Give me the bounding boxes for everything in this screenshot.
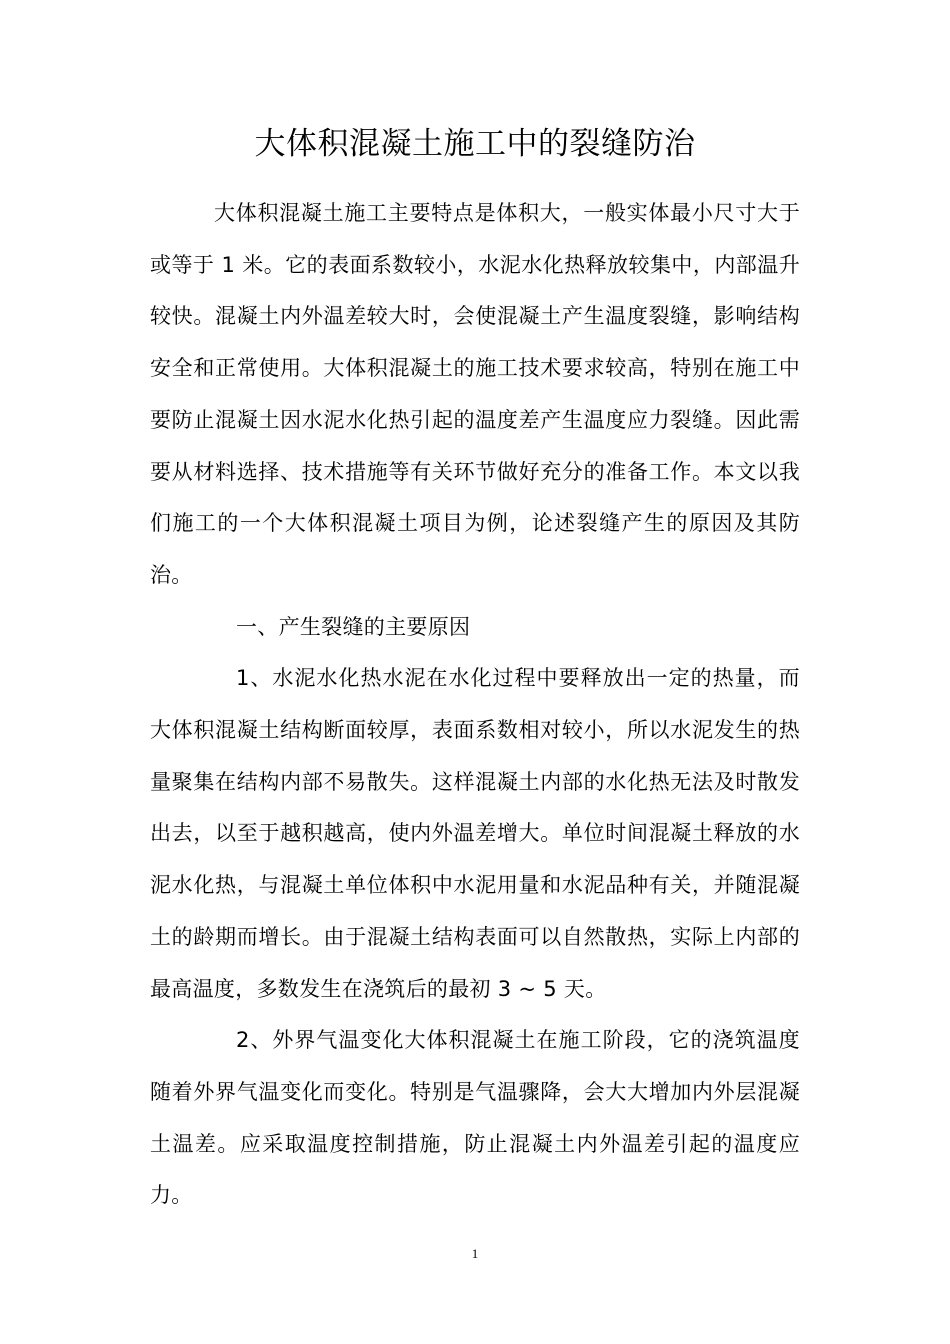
page-number: 1: [471, 1246, 479, 1261]
document-body: [150, 188, 800, 1222]
document-title: 大体积混凝土施工中的裂缝防治: [254, 126, 696, 162]
cause-paragraph-2: 2、外界气温变化大体积混凝土在施工阶段，它的浇筑温度随着外界气温变化而变化。特别是气温骤降，会大大增加内外层混凝土温差。应采取温度控制措施，防止混凝土内外温差引起的温度应力。: [150, 1028, 800, 1208]
cause-paragraph-1: 1、水泥水化热水泥在水化过程中要释放出一定的热量，而大体积混凝土结构断面较厚，表面系数相对较小，所以水泥发生的热量聚集在结构内部不易散失。这样混凝土内部的水化热无法及时散发出去，以至于越积越高，使内外温差增大。单位时间混凝土释放的水泥水化热，与混凝土单位体积中水泥用量和水泥品种有关，并随混凝土的龄期而增长。由于混凝土结构表面可以自然散热，实际上内部的最高温度，多数发生在浇筑后的最初 3 ~ 5 天。: [150, 666, 800, 1001]
intro-paragraph: 大体积混凝土施工主要特点是体积大，一般实体最小尺寸大于或等于 1 米。它的表面系数较小，水泥水化热释放较集中，内部温升较快。混凝土内外温差较大时，会使混凝土产生温度裂缝，影响结构安全和正常使用。大体积混凝土的施工技术要求较高，特别在施工中要防止混凝土因水泥水化热引起的温度差产生温度应力裂缝。因此需要从材料选择、技术措施等有关环节做好充分的准备工作。本文以我们施工的一个大体积混凝土项目为例，论述裂缝产生的原因及其防治。: [150, 201, 800, 587]
section-heading: 一、产生裂缝的主要原因: [236, 614, 471, 639]
